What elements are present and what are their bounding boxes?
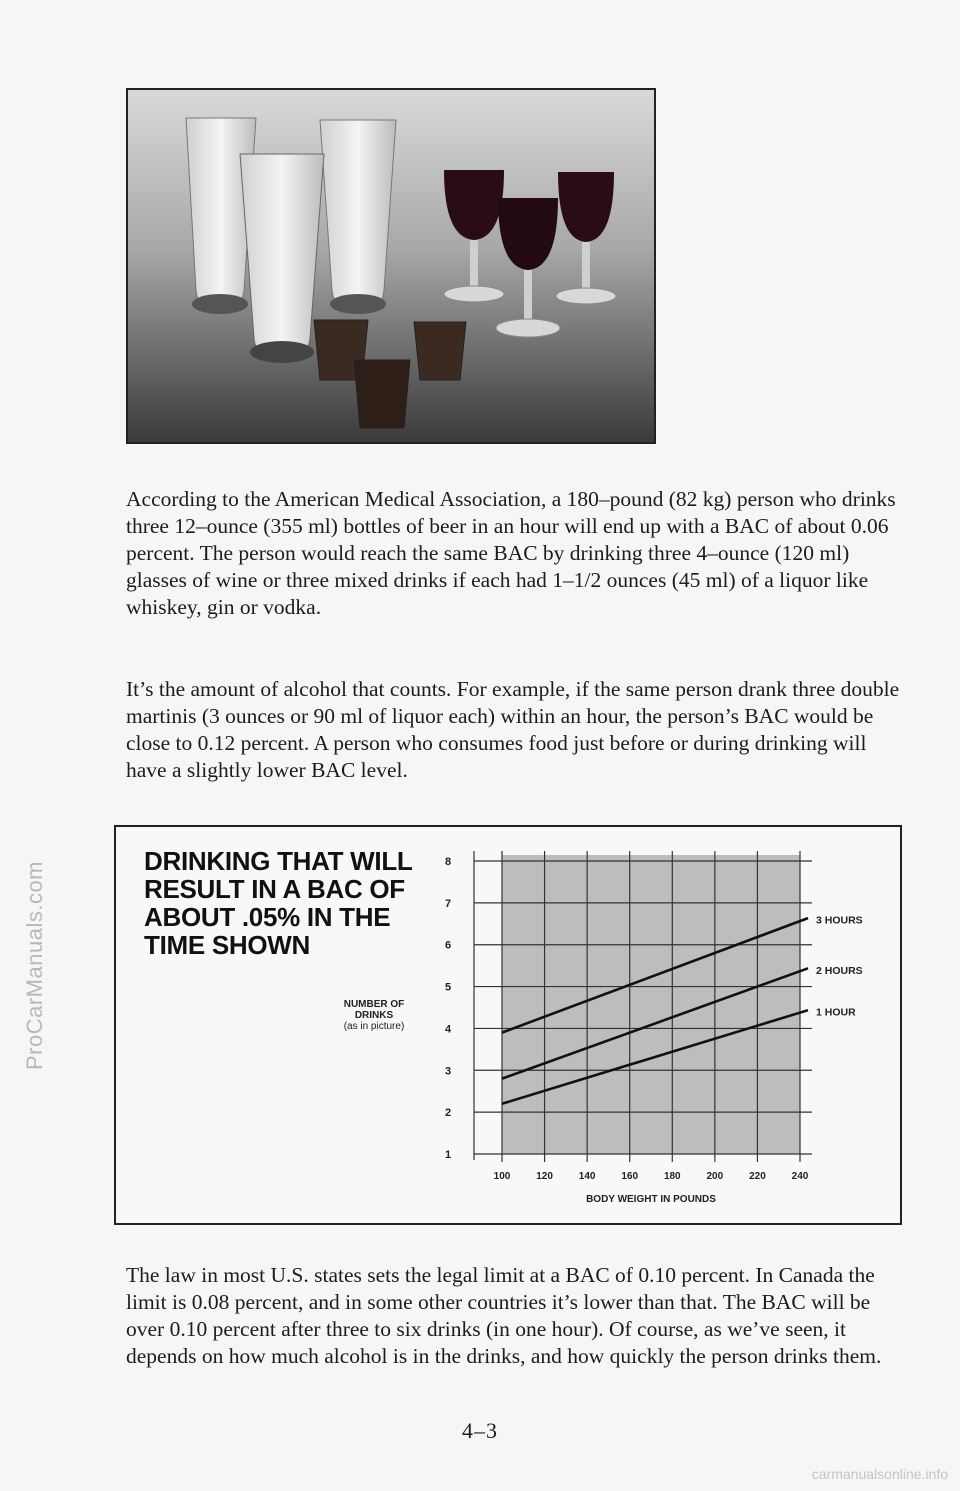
chart-y-tick-label: 7 <box>444 897 452 910</box>
chart-series-label: 3 HOURS <box>816 914 863 927</box>
chart-x-tick-label: 100 <box>493 1171 511 1182</box>
paragraph-alcohol-amount: It’s the amount of alcohol that counts. For example, if the same person drank three double martinis (3 ounces or 90 ml of liquor each) within an hour, the person’s BAC would be close to 0.12 percent. A person who consumes food just before or during drinking will have a slightly lower BAC level. <box>126 677 900 782</box>
chart-y-tick-label: 8 <box>444 856 452 868</box>
drinks-photo-icon <box>128 90 654 442</box>
chart-x-tick-label: 220 <box>749 1171 766 1182</box>
paragraph-bac-example: According to the American Medical Association, a 180–pound (82 kg) person who drinks three 12–ounce (355 ml) bottles of beer in an hour will end up with a BAC of about 0.06 percent. The person would reach the same BAC by drinking three 4–ounce (120 ml) glasses of wine or three mixed drinks if each had 1–1/2 ounces (45 ml) of a liquor like whiskey, gin or vodka. <box>126 487 896 619</box>
chart-y-tick-label: 5 <box>444 981 452 994</box>
chart-x-tick-label: 240 <box>791 1171 809 1182</box>
chart-plot <box>116 827 900 1223</box>
paragraph-legal-limit: The law in most U.S. states sets the legal limit at a BAC of 0.10 percent. In Canada the limit is 0.08 percent, and in some other countries it’s lower than that. The BAC will be over 0.10 percent after three to six drinks (in one hour). Of course, as we’ve seen, it depends on how much alcohol is in the drinks, and how quickly the person drinks them. <box>126 1263 882 1368</box>
footer-watermark: carmanualsonline.info <box>811 1466 948 1482</box>
chart-x-tick-label: 140 <box>578 1171 596 1182</box>
page-number: 4–3 <box>462 1418 498 1443</box>
chart-y-tick-label: 1 <box>444 1149 452 1161</box>
chart-y-tick-label: 2 <box>444 1107 452 1120</box>
chart-x-tick-label: 180 <box>663 1171 681 1182</box>
chart-y-tick-label: 4 <box>444 1023 452 1036</box>
chart-series-label: 1 HOUR <box>816 1006 856 1019</box>
chart-ylabel-main: NUMBER OF DRINKS <box>343 999 405 1021</box>
chart-y-tick-label: 3 <box>444 1065 452 1078</box>
chart-y-tick-label: 6 <box>444 939 452 952</box>
chart-shaded-region <box>502 855 800 1154</box>
drinks-photo <box>126 88 656 444</box>
chart-x-tick-label: 120 <box>536 1171 553 1182</box>
chart-x-axis-label: BODY WEIGHT IN POUNDS <box>586 1194 716 1205</box>
chart-x-tick-label: 160 <box>621 1171 639 1182</box>
chart-series-label: 2 HOURS <box>816 964 863 977</box>
chart-x-tick-label: 200 <box>706 1171 724 1182</box>
side-watermark: ProCarManuals.com <box>22 860 47 1070</box>
chart-ylabel-sub: (as in picture) <box>343 1021 405 1032</box>
chart-title: DRINKING THAT WILL RESULT IN A BAC OF ABOUT .05% IN THE TIME SHOWN <box>144 846 413 960</box>
bac-chart <box>114 825 902 1225</box>
